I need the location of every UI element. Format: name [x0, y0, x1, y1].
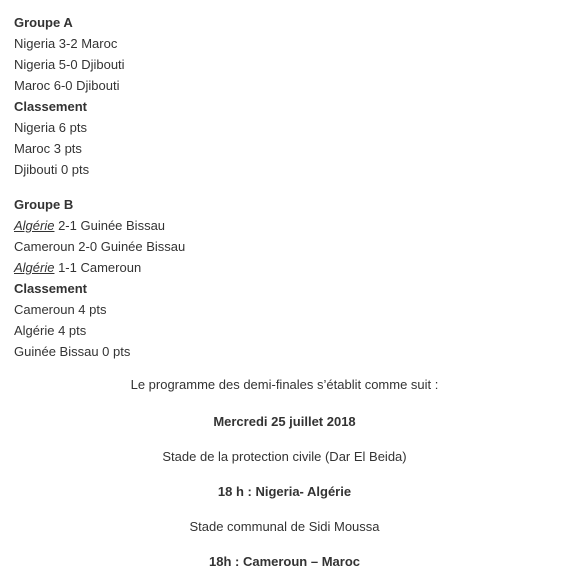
group-b-standing-1: Cameroun 4 pts: [14, 302, 107, 317]
group-b-standing-2: Algérie 4 pts: [14, 323, 87, 338]
program-date: Mercredi 25 juillet 2018: [213, 414, 356, 429]
program-venue-2: Stade communal de Sidi Moussa: [189, 519, 380, 534]
program-match-2: 18h : Cameroun – Maroc: [209, 554, 360, 569]
group-b-title: Groupe B: [14, 197, 74, 212]
algerie-link[interactable]: Algérie: [14, 260, 55, 275]
program-intro: Le programme des demi-finales s’établit comme suit :: [130, 377, 439, 392]
program-venue-1: Stade de la protection civile (Dar El Beida): [162, 449, 407, 464]
algerie-link[interactable]: Algérie: [14, 218, 55, 233]
article-body: [14, 12, 555, 569]
group-a-standing-2: Maroc 3 pts: [14, 141, 82, 156]
group-a-standings-title: Classement: [14, 99, 87, 114]
group-spacer: [14, 180, 555, 194]
group-b-match-1: [14, 215, 555, 236]
group-a-match-3: Maroc 6-0 Djibouti: [14, 78, 120, 93]
group-a-standing-3: Djibouti 0 pts: [14, 162, 90, 177]
group-a-standing-1: Nigeria 6 pts: [14, 120, 87, 135]
group-a-title: Groupe A: [14, 15, 73, 30]
group-b-match-2: Cameroun 2-0 Guinée Bissau: [14, 239, 186, 254]
group-b-standings-title: Classement: [14, 281, 87, 296]
group-b-match-3: [14, 257, 555, 278]
group-b-standing-3: Guinée Bissau 0 pts: [14, 344, 131, 359]
program-match-1: 18 h : Nigeria- Algérie: [217, 484, 352, 499]
group-a-match-1: Nigeria 3-2 Maroc: [14, 36, 118, 51]
group-b-match-3-score: 1-1 Cameroun: [54, 260, 142, 275]
group-b-match-1-score: 2-1 Guinée Bissau: [54, 218, 166, 233]
group-a-match-2: Nigeria 5-0 Djibouti: [14, 57, 125, 72]
